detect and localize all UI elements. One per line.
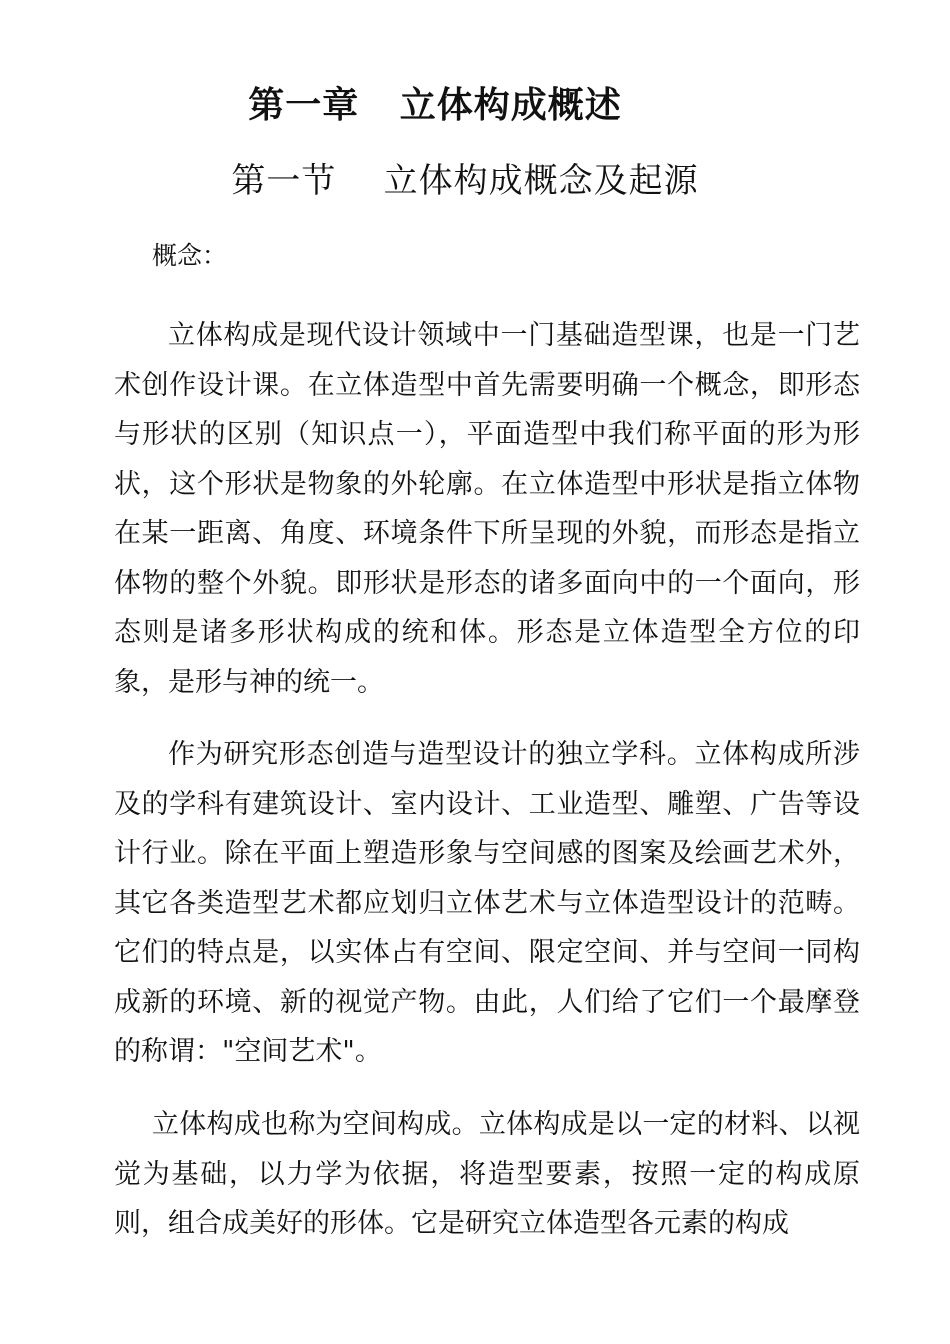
- paragraph-3: 立体构成也称为空间构成。立体构成是以一定的材料、以视觉为基础，以力学为依据，将造型要素，按照一定的构成原则，组合成美好的形体。它是研究立体造型各元素的构成: [114, 1109, 860, 1239]
- paragraph-1: 立体构成是现代设计领域中一门基础造型课，也是一门艺术创作设计课。在立体造型中首先需要明确一个概念，即形态与形状的区别（知识点一），平面造型中我们称平面的形为形状，这个形状是物象的外轮廓。在立体造型中形状是指立体物在某一距离、角度、环境条件下所呈现的外貌，而形态是指立体物的整个外貌。即形状是形态的诸多面向中的一个面向，形态则是诸多形状构成的统和体。形态是立体造型全方位的印象，是形与神的统一。: [114, 320, 860, 698]
- section-title: 第一节 立体构成概念及起源: [231, 161, 699, 201]
- paragraph-2: 作为研究形态创造与造型设计的独立学科。立体构成所涉及的学科有建筑设计、室内设计、工业造型、雕塑、广告等设计行业。除在平面上塑造形象与空间感的图案及绘画艺术外，其它各类造型艺术都应划归立体艺术与立体造型设计的范畴。它们的特点是，以实体占有空间、限定空间、并与空间一同构成新的环境、新的视觉产物。由此，人们给了它们一个最摩登的称谓："空间艺术"。: [114, 739, 860, 1067]
- concept-label: 概念：: [152, 241, 228, 270]
- chapter-title: 第一章 立体构成概述: [248, 85, 622, 126]
